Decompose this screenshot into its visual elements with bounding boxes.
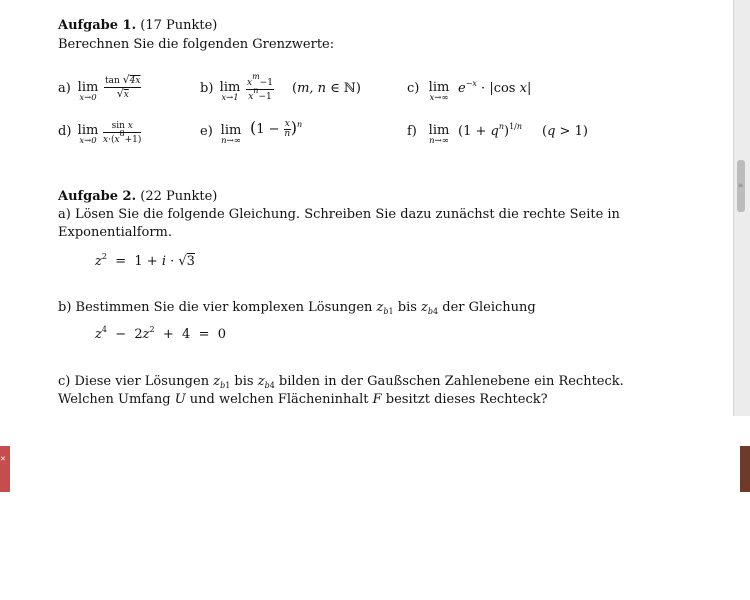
item-f-expression: $(1 + q^n)^{1/n}$ (458, 122, 523, 139)
item-e-limit: lim n→∞ (220, 123, 242, 146)
item-d-label: d) (58, 124, 72, 139)
item-d-denominator: $x\cdot(x^8+1)$ (103, 129, 142, 145)
item-b-condition: (m, n ∈ ℕ) (292, 81, 361, 96)
item-a-denominator: √x (116, 87, 129, 100)
taskbar-fragment-left (0, 446, 10, 492)
item-a-label: a) (58, 81, 71, 96)
item-d-limit: lim x→0 (77, 123, 99, 146)
equation-quartic: $z^4 - 2z^2 + 4 = 0$ (95, 325, 226, 342)
aufgabe2-points: (22 Punkte) (140, 189, 218, 204)
aufgabe2-a-line2: Exponentialform. (58, 225, 173, 240)
item-f-label: f) (407, 124, 417, 139)
item-d-numerator: sin x (103, 121, 141, 133)
item-f-limit: lim n→∞ (428, 123, 450, 146)
equation-z-squared: $z^2 = 1 + i \cdot √3$ (95, 252, 195, 269)
aufgabe2-title (58, 189, 217, 205)
aufgabe2-c-line2: Welchen Umfang U und welchen Flächeninhalt F besitzt dieses Rechteck? (58, 392, 548, 407)
item-a-limit: lim x→0 (77, 80, 99, 103)
taskbar-fragment-right (740, 446, 750, 492)
item-b-numerator: $x^m-1$ (247, 72, 273, 88)
scrollbar-grip-icon: ≡ (738, 182, 744, 189)
item-b-denominator: $x^n-1$ (248, 86, 272, 102)
aufgabe2-a-line1: a) Lösen Sie die folgende Gleichung. Schreiben Sie dazu zunächst die rechte Seite in (58, 207, 620, 222)
item-d-fraction (103, 121, 141, 145)
aufgabe2-heading: Aufgabe 2. (58, 189, 137, 204)
item-e-label: e) (200, 124, 213, 139)
aufgabe1-title (58, 18, 217, 34)
item-c-label: c) (407, 81, 420, 96)
item-b-limit: lim x→1 (219, 80, 241, 103)
aufgabe1-heading: Aufgabe 1. (58, 18, 137, 33)
item-c-limit: lim x→∞ (428, 80, 450, 103)
aufgabe1-points: (17 Punkte) (140, 18, 218, 33)
aufgabe2-c-line1: c) Diese vier Lösungen $z_{b1}$ bis $z_{b4}$ bilden in der Gaußschen Zahlenebene ein Rechteck. (58, 374, 624, 390)
close-icon[interactable]: ✕ (0, 455, 6, 463)
aufgabe2-b-text: b) Bestimmen Sie die vier komplexen Lösungen $z_{b1}$ bis $z_{b4}$ der Gleichung (58, 300, 536, 316)
item-b-label: b) (200, 81, 214, 96)
item-a-numerator: tan √4x (105, 73, 141, 86)
item-e-expression: (1 − $\frac{x}{n}$ )$^n$ (250, 118, 303, 139)
item-c-expression: $e^{-x} \cdot |\cos$ x| (458, 79, 532, 96)
item-b-fraction (246, 72, 274, 102)
aufgabe1-instruction: Berechnen Sie die folgenden Grenzwerte: (58, 37, 335, 52)
item-a-fraction (104, 75, 141, 100)
item-f-condition: (q > 1) (542, 124, 588, 139)
